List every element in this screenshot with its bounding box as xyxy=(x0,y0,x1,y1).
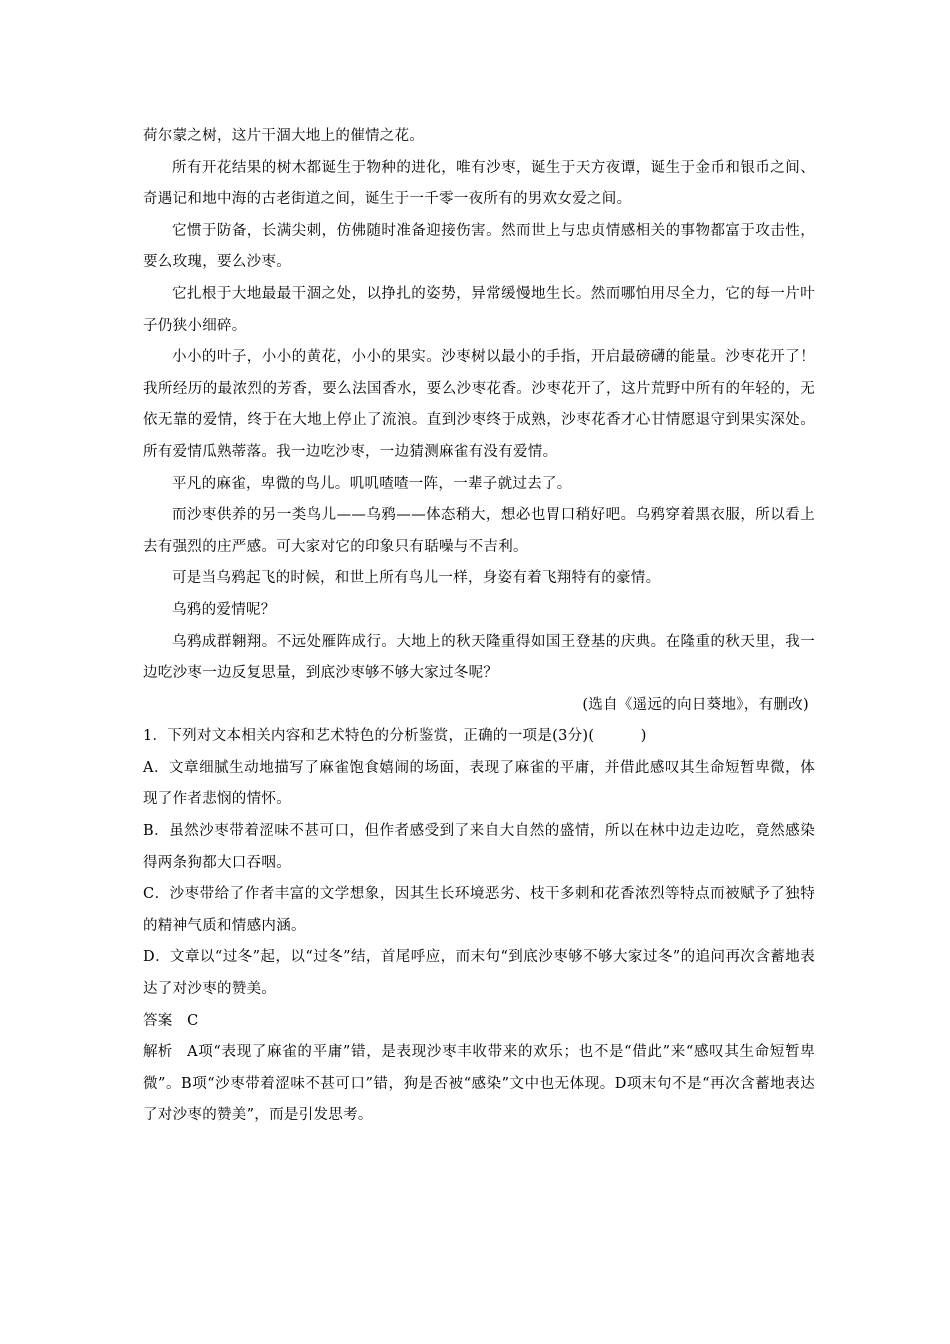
passage-paragraph-5: 小小的叶子，小小的黄花，小小的果实。沙枣树以最小的手指，开启最磅礴的能量。沙枣花开了！我所经历的最浓烈的芳香，要么法国香水，要么沙枣花香。沙枣花开了，这片荒野中所有的年轻的，无依无靠的爱情，终于在大地上停止了流浪。直到沙枣终于成熟，沙枣花香才心甘情愿退守到果实深处。所有爱情瓜熟蒂落。我一边吃沙枣，一边猜测麻雀有没有爱情。 xyxy=(143,349,815,460)
answer-value: C xyxy=(187,1012,199,1029)
option-b: B．虽然沙枣带着涩味不甚可口，但作者感受到了来自大自然的盛情，所以在林中边走边吃，竟然感染得两条狗都大口吞咽。 xyxy=(143,823,815,871)
passage-paragraph-4: 它扎根于大地最最干涸之处，以挣扎的姿势，异常缓慢地生长。然而哪怕用尽全力，它的每一片叶子仍狭小细碎。 xyxy=(143,285,815,334)
passage-paragraph-2: 所有开花结果的树木都诞生于物种的进化，唯有沙枣，诞生于天方夜谭，诞生于金币和银币之间、奇遇记和地中海的古老街道之间，诞生于一千零一夜所有的男欢女爱之间。 xyxy=(143,159,815,208)
passage-paragraph-8: 可是当乌鸦起飞的时候，和世上所有鸟儿一样，身姿有着飞翔特有的豪情。 xyxy=(172,570,661,587)
option-c: C．沙枣带给了作者丰富的文学想象，因其生长环境恶劣、枝干多刺和花香浓烈等特点而被赋予了独特的精神气质和情感内涵。 xyxy=(143,886,815,934)
analysis-block xyxy=(143,1037,815,1132)
passage-source: (选自《遥远的向日葵地》，有删改) xyxy=(582,696,809,713)
passage-paragraph-9: 乌鸦的爱情呢？ xyxy=(172,601,276,618)
option-d: D．文章以“过冬”起，以“过冬”结，首尾呼应，而末句“到底沙枣够不够大家过冬”的追问再次含蓄地表达了对沙枣的赞美。 xyxy=(143,949,815,998)
analysis-label: 解析 xyxy=(143,1044,173,1061)
question-stem-text: 1．下列对文本相关内容和艺术特色的分析鉴赏，正确的一项是(3分)( xyxy=(143,728,595,745)
document-page xyxy=(143,121,815,1132)
question-stem-close: ) xyxy=(640,728,647,745)
analysis-text: A项“表现了麻雀的平庸”错，是表现沙枣丰收带来的欢乐；也不是“借此”来“感叹其生命短暂卑微”。B项“沙枣带着涩味不甚可口”错，狗是否被“感染”文中也无体现。D项末句不是“再次含蓄地表达了对沙枣的赞美”，而是引发思考。 xyxy=(143,1044,815,1124)
passage-paragraph-6: 平凡的麻雀，卑微的鸟儿。叽叽喳喳一阵，一辈子就过去了。 xyxy=(172,475,572,492)
passage-paragraph-10: 乌鸦成群翱翔。不远处雁阵成行。大地上的秋天隆重得如国王登基的庆典。在隆重的秋天里，我一边吃沙枣一边反复思量，到底沙枣够不够大家过冬呢？ xyxy=(143,633,815,682)
passage-paragraph-7: 而沙枣供养的另一类鸟儿——乌鸦——体态稍大，想必也胃口稍好吧。乌鸦穿着黑衣服，所以看上去有强烈的庄严感。可大家对它的印象只有聒噪与不吉利。 xyxy=(143,507,815,555)
answer-label: 答案 xyxy=(143,1012,173,1029)
option-a: A．文章细腻生动地描写了麻雀饱食嬉闹的场面，表现了麻雀的平庸，并借此感叹其生命短暂卑微，体现了作者悲悯的情怀。 xyxy=(143,759,815,808)
question-stem xyxy=(143,721,815,753)
passage-paragraph-1: 荷尔蒙之树，这片干涸大地上的催情之花。 xyxy=(143,128,425,144)
answer-line xyxy=(143,1006,815,1038)
passage-paragraph-3: 它惯于防备，长满尖刺，仿佛随时准备迎接伤害。然而世上与忠贞情感相关的事物都富于攻击性，要么玫瑰，要么沙枣。 xyxy=(143,222,815,271)
